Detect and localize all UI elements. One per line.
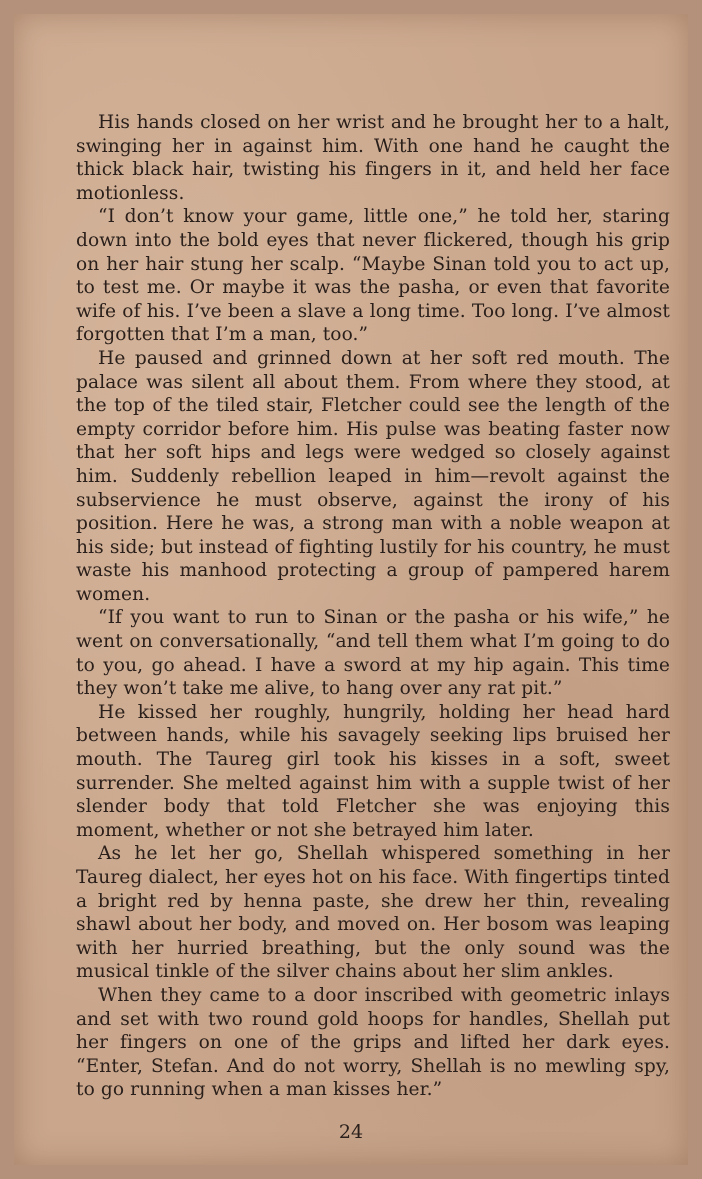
paragraph: As he let her go, Shellah whispered something in her Taureg dialect, her eyes hot on his face. With fingertips tinted a bright red by henna paste, she drew her thin, revealing shawl about her body, and moved on. Her bosom was leaping with her hurried breathing, but the only sound was the musical tinkle of the silver chains about her slim ankles. <box>76 843 670 983</box>
paragraph: “If you want to run to Sinan or the pasha or his wife,” he went on conversationally, “and tell them what I’m going to do to you, go ahead. I have a sword at my hip again. This time they won’t take me alive, to hang over any rat pit.” <box>76 607 670 700</box>
book-page <box>14 14 688 1165</box>
body-text <box>76 111 670 1102</box>
page-number: 24 <box>338 1121 364 1143</box>
paragraph: When they came to a door inscribed with geometric inlays and set with two round gold hoops for handles, Shellah put her fingers on one of the grips and lifted her dark eyes. “Enter, Stefan. And do not worry, Shellah is no mewling spy, to go running when a man kisses her.” <box>76 984 670 1101</box>
paragraph: He kissed her roughly, hungrily, holding her head hard between hands, while his savagely seeking lips bruised her mouth. The Taureg girl took his kisses in a soft, sweet surrender. She melted against him with a supple twist of her slender body that told Fletcher she was enjoying this moment, whether or not she betrayed him later. <box>76 701 670 841</box>
paragraph: “I don’t know your game, little one,” he told her, staring down into the bold eyes that never flickered, though his grip on her hair stung her scalp. “Maybe Sinan told you to act up, to test me. Or maybe it was the pasha, or even that favorite wife of his. I’ve been a slave a long time. Too long. I’ve almost forgotten that I’m a man, too.” <box>76 206 670 346</box>
paragraph: He paused and grinned down at her soft red mouth. The palace was silent all about them. From where they stood, at the top of the tiled stair, Fletcher could see the length of the empty corridor before him. His pulse was beating faster now that her soft hips and legs were wedged so closely against him. Suddenly rebellion leaped in him—revolt against the subservience he must observe, against the irony of his position. Here he was, a strong man with a noble weapon at his side; but instead of fighting lustily for his country, he must waste his manhood protecting a group of pampered harem women. <box>76 347 670 605</box>
paragraph: His hands closed on her wrist and he brought her to a halt, swinging her in against him. With one hand he caught the thick black hair, twisting his fingers in it, and held her face motionless. <box>76 112 670 204</box>
